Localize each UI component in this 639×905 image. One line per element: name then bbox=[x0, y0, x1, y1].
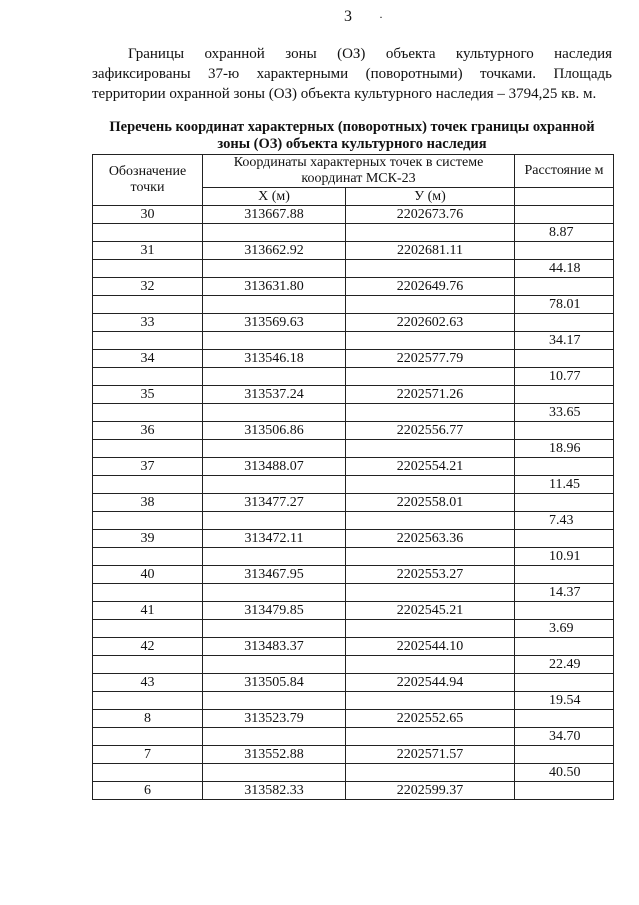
point-x: 313488.07 bbox=[203, 458, 346, 476]
empty-cell bbox=[515, 782, 614, 800]
empty-cell bbox=[515, 638, 614, 656]
point-y: 2202552.65 bbox=[346, 710, 515, 728]
empty-cell bbox=[203, 620, 346, 638]
point-y: 2202558.01 bbox=[346, 494, 515, 512]
point-row bbox=[93, 350, 614, 368]
segment-distance: 19.54 bbox=[515, 692, 614, 710]
point-row bbox=[93, 566, 614, 584]
point-row bbox=[93, 422, 614, 440]
empty-cell bbox=[203, 404, 346, 422]
empty-cell bbox=[93, 296, 203, 314]
empty-cell bbox=[346, 584, 515, 602]
point-y: 2202554.21 bbox=[346, 458, 515, 476]
point-y: 2202599.37 bbox=[346, 782, 515, 800]
empty-cell bbox=[515, 674, 614, 692]
point-x: 313537.24 bbox=[203, 386, 346, 404]
empty-cell bbox=[93, 260, 203, 278]
point-x: 313546.18 bbox=[203, 350, 346, 368]
distance-row bbox=[93, 728, 614, 746]
point-name: 34 bbox=[93, 350, 203, 368]
page-mark: · bbox=[379, 10, 383, 24]
header-empty bbox=[515, 188, 614, 206]
empty-cell bbox=[515, 710, 614, 728]
point-x: 313477.27 bbox=[203, 494, 346, 512]
segment-distance: 14.37 bbox=[515, 584, 614, 602]
table-caption: Перечень координат характерных (поворотных) точек границы охранной зоны (ОЗ) объекта культурного наследия bbox=[109, 119, 595, 152]
empty-cell bbox=[203, 440, 346, 458]
empty-cell bbox=[203, 584, 346, 602]
point-name: 7 bbox=[93, 746, 203, 764]
empty-cell bbox=[93, 548, 203, 566]
empty-cell bbox=[346, 296, 515, 314]
distance-row bbox=[93, 404, 614, 422]
point-row bbox=[93, 386, 614, 404]
empty-cell bbox=[515, 278, 614, 296]
empty-cell bbox=[515, 530, 614, 548]
header-distance: Расстояние м bbox=[515, 155, 614, 188]
empty-cell bbox=[203, 728, 346, 746]
distance-row bbox=[93, 440, 614, 458]
empty-cell bbox=[93, 728, 203, 746]
point-y: 2202556.77 bbox=[346, 422, 515, 440]
point-x: 313552.88 bbox=[203, 746, 346, 764]
empty-cell bbox=[346, 404, 515, 422]
empty-cell bbox=[203, 764, 346, 782]
empty-cell bbox=[93, 440, 203, 458]
point-x: 313667.88 bbox=[203, 206, 346, 224]
point-y: 2202553.27 bbox=[346, 566, 515, 584]
point-row bbox=[93, 638, 614, 656]
segment-distance: 7.43 bbox=[515, 512, 614, 530]
empty-cell bbox=[93, 764, 203, 782]
empty-cell bbox=[515, 458, 614, 476]
point-y: 2202545.21 bbox=[346, 602, 515, 620]
point-x: 313582.33 bbox=[203, 782, 346, 800]
point-name: 39 bbox=[93, 530, 203, 548]
empty-cell bbox=[203, 260, 346, 278]
segment-distance: 11.45 bbox=[515, 476, 614, 494]
empty-cell bbox=[515, 386, 614, 404]
point-name: 38 bbox=[93, 494, 203, 512]
segment-distance: 10.77 bbox=[515, 368, 614, 386]
segment-distance: 44.18 bbox=[515, 260, 614, 278]
empty-cell bbox=[203, 224, 346, 242]
point-row bbox=[93, 494, 614, 512]
distance-row bbox=[93, 224, 614, 242]
empty-cell bbox=[203, 548, 346, 566]
point-x: 313523.79 bbox=[203, 710, 346, 728]
point-x: 313506.86 bbox=[203, 422, 346, 440]
segment-distance: 34.17 bbox=[515, 332, 614, 350]
distance-row bbox=[93, 764, 614, 782]
empty-cell bbox=[346, 476, 515, 494]
point-name: 6 bbox=[93, 782, 203, 800]
point-y: 2202544.10 bbox=[346, 638, 515, 656]
empty-cell bbox=[515, 242, 614, 260]
point-name: 35 bbox=[93, 386, 203, 404]
distance-row bbox=[93, 620, 614, 638]
point-row bbox=[93, 746, 614, 764]
segment-distance: 8.87 bbox=[515, 224, 614, 242]
point-y: 2202602.63 bbox=[346, 314, 515, 332]
header-y: У (м) bbox=[346, 188, 515, 206]
empty-cell bbox=[203, 656, 346, 674]
point-row bbox=[93, 674, 614, 692]
point-y: 2202681.11 bbox=[346, 242, 515, 260]
segment-distance: 22.49 bbox=[515, 656, 614, 674]
empty-cell bbox=[515, 746, 614, 764]
distance-row bbox=[93, 368, 614, 386]
distance-row bbox=[93, 548, 614, 566]
empty-cell bbox=[346, 332, 515, 350]
point-y: 2202563.36 bbox=[346, 530, 515, 548]
empty-cell bbox=[346, 764, 515, 782]
header-x: Х (м) bbox=[203, 188, 346, 206]
empty-cell bbox=[93, 512, 203, 530]
segment-distance: 33.65 bbox=[515, 404, 614, 422]
point-row bbox=[93, 278, 614, 296]
segment-distance: 40.50 bbox=[515, 764, 614, 782]
distance-row bbox=[93, 692, 614, 710]
page-number: 3 bbox=[344, 8, 352, 25]
point-row bbox=[93, 314, 614, 332]
empty-cell bbox=[515, 422, 614, 440]
point-x: 313662.92 bbox=[203, 242, 346, 260]
point-name: 31 bbox=[93, 242, 203, 260]
point-x: 313505.84 bbox=[203, 674, 346, 692]
point-row bbox=[93, 206, 614, 224]
empty-cell bbox=[93, 584, 203, 602]
point-y: 2202571.26 bbox=[346, 386, 515, 404]
point-y: 2202577.79 bbox=[346, 350, 515, 368]
point-name: 30 bbox=[93, 206, 203, 224]
header-point-name: Обозначение точки bbox=[93, 155, 203, 206]
point-x: 313631.80 bbox=[203, 278, 346, 296]
point-name: 37 bbox=[93, 458, 203, 476]
table-body bbox=[93, 206, 614, 800]
point-row bbox=[93, 782, 614, 800]
empty-cell bbox=[203, 476, 346, 494]
distance-row bbox=[93, 260, 614, 278]
empty-cell bbox=[515, 602, 614, 620]
point-y: 2202673.76 bbox=[346, 206, 515, 224]
point-row bbox=[93, 602, 614, 620]
empty-cell bbox=[515, 494, 614, 512]
point-row bbox=[93, 458, 614, 476]
empty-cell bbox=[203, 332, 346, 350]
point-x: 313479.85 bbox=[203, 602, 346, 620]
empty-cell bbox=[93, 404, 203, 422]
empty-cell bbox=[346, 728, 515, 746]
empty-cell bbox=[346, 440, 515, 458]
coordinates-table bbox=[92, 154, 614, 800]
empty-cell bbox=[203, 296, 346, 314]
distance-row bbox=[93, 584, 614, 602]
segment-distance: 10.91 bbox=[515, 548, 614, 566]
point-name: 43 bbox=[93, 674, 203, 692]
empty-cell bbox=[346, 548, 515, 566]
empty-cell bbox=[515, 314, 614, 332]
empty-cell bbox=[93, 368, 203, 386]
point-row bbox=[93, 530, 614, 548]
empty-cell bbox=[346, 656, 515, 674]
intro-text: Границы охранной зоны (ОЗ) объекта культурного наследия зафиксированы 37-ю характерными (поворотными) точками. Площадь территории охранной зоны (ОЗ) объекта культурного наследия – 3794,25 кв. м. bbox=[92, 46, 612, 102]
empty-cell bbox=[346, 224, 515, 242]
empty-cell bbox=[515, 566, 614, 584]
point-name: 41 bbox=[93, 602, 203, 620]
distance-row bbox=[93, 476, 614, 494]
point-row bbox=[93, 242, 614, 260]
point-name: 40 bbox=[93, 566, 203, 584]
empty-cell bbox=[203, 368, 346, 386]
empty-cell bbox=[346, 260, 515, 278]
point-name: 36 bbox=[93, 422, 203, 440]
empty-cell bbox=[93, 476, 203, 494]
empty-cell bbox=[93, 332, 203, 350]
empty-cell bbox=[203, 692, 346, 710]
point-x: 313472.11 bbox=[203, 530, 346, 548]
empty-cell bbox=[93, 224, 203, 242]
point-x: 313467.95 bbox=[203, 566, 346, 584]
point-name: 8 bbox=[93, 710, 203, 728]
empty-cell bbox=[93, 656, 203, 674]
point-x: 313569.63 bbox=[203, 314, 346, 332]
empty-cell bbox=[93, 620, 203, 638]
empty-cell bbox=[515, 350, 614, 368]
segment-distance: 34.70 bbox=[515, 728, 614, 746]
empty-cell bbox=[515, 206, 614, 224]
point-name: 42 bbox=[93, 638, 203, 656]
empty-cell bbox=[203, 512, 346, 530]
point-name: 33 bbox=[93, 314, 203, 332]
intro-paragraph bbox=[92, 44, 612, 104]
point-y: 2202544.94 bbox=[346, 674, 515, 692]
point-y: 2202571.57 bbox=[346, 746, 515, 764]
segment-distance: 3.69 bbox=[515, 620, 614, 638]
point-row bbox=[93, 710, 614, 728]
empty-cell bbox=[346, 620, 515, 638]
distance-row bbox=[93, 332, 614, 350]
empty-cell bbox=[93, 692, 203, 710]
point-x: 313483.37 bbox=[203, 638, 346, 656]
empty-cell bbox=[346, 512, 515, 530]
distance-row bbox=[93, 656, 614, 674]
segment-distance: 78.01 bbox=[515, 296, 614, 314]
empty-cell bbox=[346, 368, 515, 386]
distance-row bbox=[93, 296, 614, 314]
point-name: 32 bbox=[93, 278, 203, 296]
point-y: 2202649.76 bbox=[346, 278, 515, 296]
empty-cell bbox=[346, 692, 515, 710]
header-coordinates: Координаты характерных точек в системе координат МСК-23 bbox=[203, 155, 515, 188]
segment-distance: 18.96 bbox=[515, 440, 614, 458]
distance-row bbox=[93, 512, 614, 530]
